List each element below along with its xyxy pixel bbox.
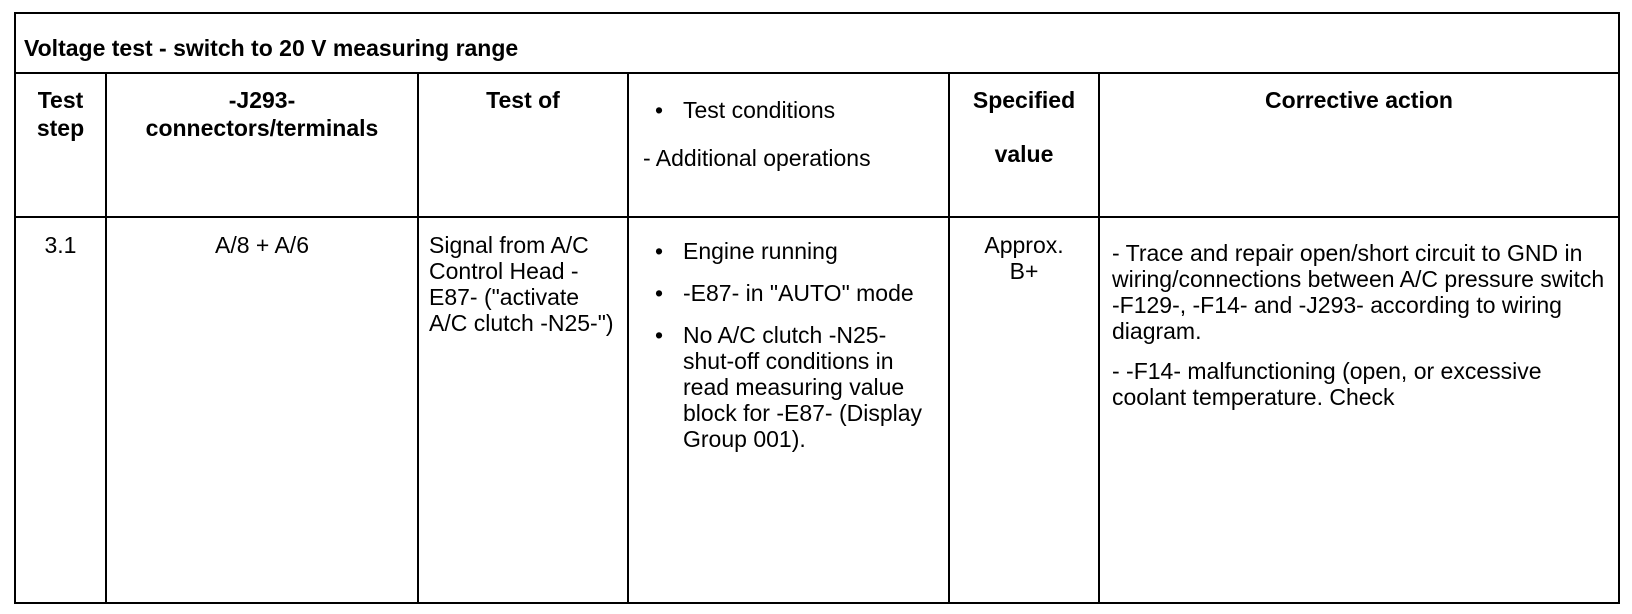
list-item: • No A/C clutch -N25- shut-off conditions in read measuring value block for -E87- (Display Group 001). <box>651 322 942 452</box>
cell-test-conditions <box>628 217 949 603</box>
list-item: • Engine running <box>651 238 942 264</box>
list-item: • -E87- in "AUTO" mode <box>651 280 942 306</box>
header-connectors: -J293- connectors/terminals <box>106 73 418 217</box>
header-specified-line1: Specified <box>972 87 1076 113</box>
cell-test-of: Signal from A/C Control Head -E87- ("activate A/C clutch -N25-") <box>418 217 628 603</box>
table-header-row <box>15 73 1619 217</box>
cell-test-step: 3.1 <box>15 217 106 603</box>
corrective-action-item: - Trace and repair open/short circuit to GND in wiring/connections between A/C pressure switch -F129-, -F14- and -J293- according to wiring diagram. <box>1112 240 1605 344</box>
header-specified-line2: value <box>994 141 1054 167</box>
corrective-action-item: - -F14- malfunctioning (open, or excessive coolant temperature. Check <box>1112 358 1542 410</box>
header-test-conditions-label: Test conditions <box>683 97 836 123</box>
header-test-conditions-bullet <box>629 96 948 124</box>
header-corrective-action: Corrective action <box>1099 73 1619 217</box>
cell-specified-value: Approx. B+ <box>949 217 1099 603</box>
cell-corrective-action <box>1099 217 1619 603</box>
header-test-conditions <box>628 73 949 217</box>
header-additional-operations: - Additional operations <box>643 145 871 171</box>
header-specified-value <box>949 73 1099 217</box>
table-row <box>15 217 1619 603</box>
voltage-test-table <box>14 12 1620 604</box>
cell-connectors: A/8 + A/6 <box>106 217 418 603</box>
header-test-of: Test of <box>418 73 628 217</box>
header-test-step: Test step <box>15 73 106 217</box>
conditions-list <box>651 238 942 452</box>
table-title: Voltage test - switch to 20 V measuring range <box>15 13 1619 73</box>
